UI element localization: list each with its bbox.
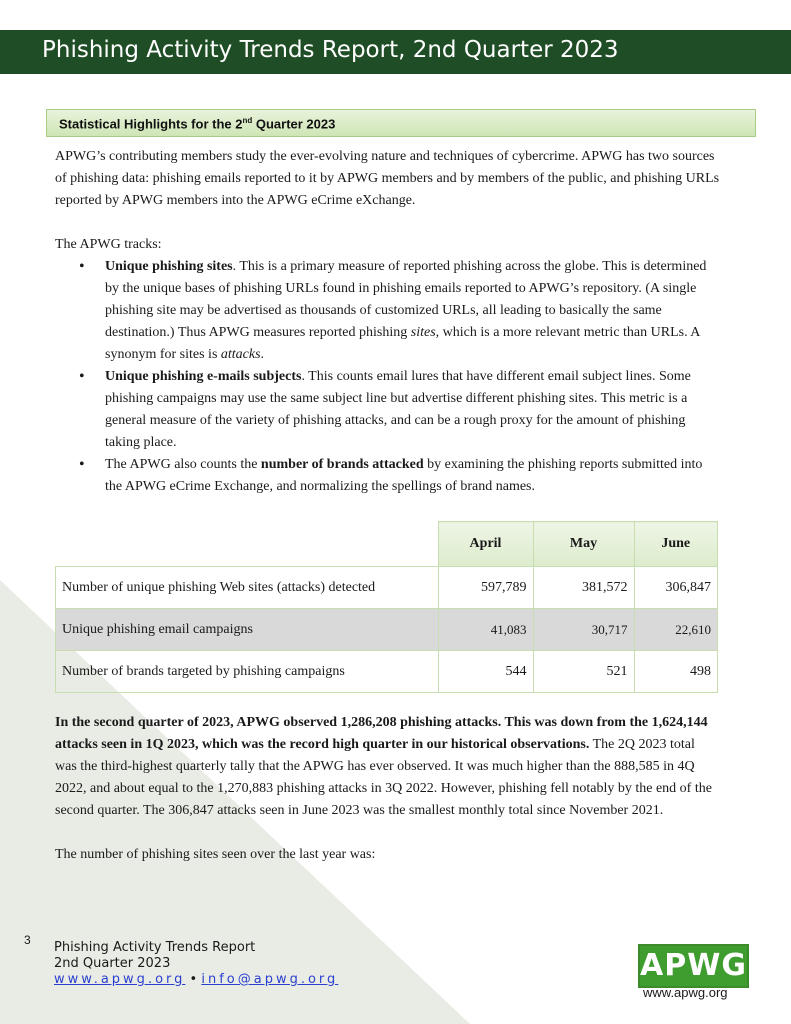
cell-value: 22,610	[634, 609, 718, 651]
monthly-stats-table	[55, 521, 718, 693]
tracks-label: The APWG tracks:	[55, 237, 162, 252]
cell-value: 498	[634, 651, 718, 693]
closing-paragraph: The number of phishing sites seen over the last year was:	[55, 847, 376, 862]
column-header-june: June	[634, 522, 718, 567]
page-number: 3	[24, 933, 31, 947]
table-row	[56, 609, 718, 651]
report-title: Phishing Activity Trends Report, 2nd Quarter 2023	[42, 37, 619, 63]
website-link[interactable]: www.apwg.org	[54, 972, 186, 987]
report-header	[0, 30, 791, 74]
column-header-may: May	[533, 522, 634, 567]
list-item: • Unique phishing e-mails subjects. This counts email lures that have different email subject lines. Some phishing campaigns may use the same subject line but advertise different phishing sites. This metric is a general measure of the variety of phishing attacks, and can be a rough proxy for the amount of phishing taking place.	[105, 366, 720, 454]
section-heading-bar	[46, 109, 756, 137]
cell-value: 597,789	[438, 567, 533, 609]
logo-url: www.apwg.org	[643, 985, 728, 1000]
table-row	[56, 567, 718, 609]
cell-value: 544	[438, 651, 533, 693]
column-header-april: April	[438, 522, 533, 567]
tracks-list	[55, 256, 720, 498]
table-row	[56, 651, 718, 693]
apwg-logo: APWG	[638, 944, 749, 988]
row-label: Number of brands targeted by phishing campaigns	[56, 651, 439, 693]
cell-value: 306,847	[634, 567, 718, 609]
email-link[interactable]: info@apwg.org	[201, 972, 339, 987]
footer	[54, 940, 338, 988]
summary-paragraph: In the second quarter of 2023, APWG observed 1,286,208 phishing attacks. This was down from the 1,624,144 attacks seen in 1Q 2023, which was the record high quarter in our historical observations. The 2Q 2023 total was the third-highest quarterly tally that the APWG has ever observed. It was much higher than the 888,585 in 4Q 2022, and about equal to the 1,270,883 phishing attacks in 3Q 2022. However, phishing fell notably by the end of the second quarter. The 306,847 attacks seen in June 2023 was the smallest monthly total since November 2021.	[55, 715, 712, 818]
table-header-row	[56, 522, 718, 567]
intro-paragraph: APWG’s contributing members study the ever-evolving nature and techniques of cybercrime. APWG has two sources of phishing data: phishing emails reported to it by APWG members and by members of the public, and phishing URLs reported by APWG members into the APWG eCrime eXchange.	[55, 149, 720, 208]
cell-value: 381,572	[533, 567, 634, 609]
summary-content	[55, 712, 720, 866]
cell-value: 30,717	[533, 609, 634, 651]
footer-links: www.apwg.org • info@apwg.org	[54, 972, 339, 987]
row-label: Number of unique phishing Web sites (attacks) detected	[56, 567, 439, 609]
row-label: Unique phishing email campaigns	[56, 609, 439, 651]
list-item: • Unique phishing sites. This is a primary measure of reported phishing across the globe. This is determined by the unique bases of phishing URLs found in phishing emails reported to APWG’s repository. (A single phishing site may be advertised as thousands of customized URLs, all leading to basically the same destination.) Thus APWG measures reported phishing sites, which is a more relevant metric than URLs. A synonym for sites is attacks.	[105, 256, 720, 366]
cell-value: 521	[533, 651, 634, 693]
section-title: Statistical Highlights for the 2nd Quarter 2023	[59, 116, 336, 132]
cell-value: 41,083	[438, 609, 533, 651]
intro-content	[55, 146, 720, 498]
footer-quarter: 2nd Quarter 2023	[54, 956, 171, 971]
footer-report-name: Phishing Activity Trends Report	[54, 940, 256, 955]
list-item: • The APWG also counts the number of brands attacked by examining the phishing reports submitted into the APWG eCrime Exchange, and normalizing the spellings of brand names.	[105, 454, 720, 498]
